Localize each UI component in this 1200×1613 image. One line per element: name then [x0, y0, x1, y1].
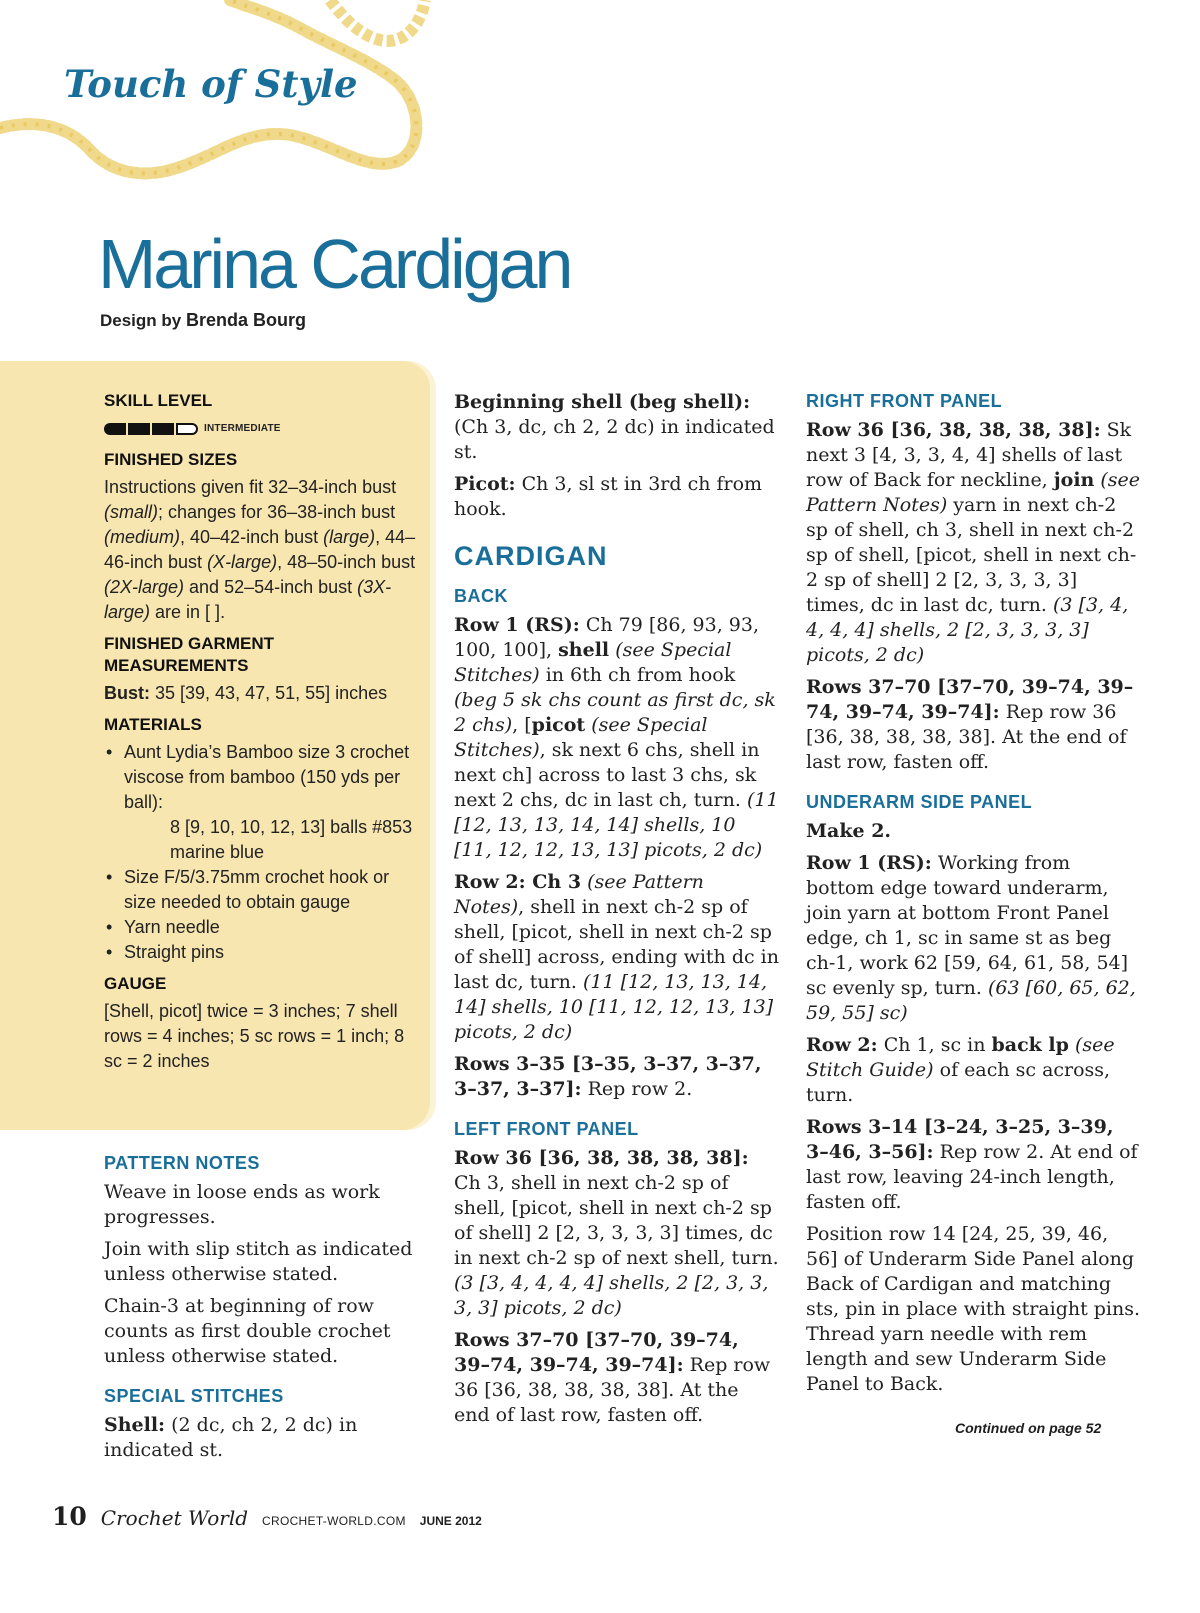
continued-note: Continued on page 52 [955, 1420, 1102, 1436]
underarm-row-1: Row 1 (RS): Working from bottom edge toward underarm, join yarn at bottom Front Panel edge, ch 1, sc in same st as beg ch-1, work 62 [59, 64, 61, 58, 54] sc evenly sp, turn. (63 [60, 65, 62, 59, 55] sc) [806, 852, 1136, 1024]
back-rows-3: Rows 3–35 [3–35, 3–37, 3–37, 3–37, 3–37]: Rep row 2. [454, 1053, 762, 1100]
gauge-text: [Shell, picot] twice = 3 inches; 7 shell rows = 4 inches; 5 sc rows = 1 inch; 8 sc = 2 inches [104, 1001, 405, 1071]
page-footer [52, 1502, 482, 1531]
skill-segment [104, 423, 126, 435]
sidebar-content [104, 390, 422, 1081]
sizes-text: Instructions given fit 32–34-inch bust (small); changes for 36–38-inch bust (medium), 40–42-inch bust (large), 44–46-inch bust (X-large), 48–50-inch bust (2X-large) and 52–54-inch bust (3X-large) are in [ ]. [104, 477, 416, 622]
materials-list [104, 740, 422, 965]
right-row-36: Row 36 [36, 38, 38, 38, 38]: Sk next 3 [4, 3, 3, 4, 4] shells of last row of Back for neckline, join (see Pattern Notes) yarn in next ch-2 sp of shell, ch 3, shell in next ch-2 sp of shell, [picot, shell in next ch-2 sp of shell] 2 [2, 3, 3, 3, 3] times, dc in last dc, turn. (3 [3, 4, 4, 4, 4] shells, 2 [2, 3, 3, 3, 3] picots, 2 dc) [806, 419, 1141, 666]
column-three [806, 390, 1141, 1404]
gauge-heading: GAUGE [104, 974, 167, 993]
pattern-title: Marina Cardigan [98, 225, 571, 303]
left-rows-37: Rows 37–70 [37–70, 39–74, 39–74, 39–74, 39–74]: Rep row 36 [36, 38, 38, 38, 38]. At the end of last row, fasten off. [454, 1329, 771, 1426]
materials-heading: MATERIALS [104, 715, 202, 734]
byline: Design by Brenda Bourg [100, 310, 306, 330]
cardigan-heading: CARDIGAN [454, 541, 608, 571]
left-row-36: Row 36 [36, 38, 38, 38, 38]: Ch 3, shell in next ch-2 sp of shell, [picot, shell in next ch-2 sp of shell] 2 [2, 3, 3, 3, 3] times, dc in next ch-2 sp of next shell, turn. (3 [3, 4, 4, 4, 4] shells, 2 [2, 3, 3, 3, 3] picots, 2 dc) [454, 1147, 779, 1319]
website: CROCHET-WORLD.COM [262, 1514, 406, 1528]
note-paragraph: Chain-3 at beginning of row counts as first double crochet unless otherwise stated. [104, 1295, 391, 1367]
note-paragraph: Weave in loose ends as work progresses. [104, 1181, 380, 1228]
issue-date: JUNE 2012 [419, 1514, 482, 1528]
magazine-name: Crochet World [100, 1506, 249, 1530]
bust-measurement: Bust: 35 [39, 43, 47, 51, 55] inches [104, 683, 388, 703]
skill-value: INTERMEDIATE [204, 423, 281, 434]
skill-level [104, 416, 422, 441]
pattern-notes-heading: PATTERN NOTES [104, 1153, 260, 1173]
yarn-amount: 8 [9, 10, 10, 12, 13] balls #853 marine blue [170, 817, 413, 862]
note-paragraph: Join with slip stitch as indicated unless otherwise stated. [104, 1238, 413, 1285]
skill-heading: SKILL LEVEL [104, 391, 213, 410]
page-number: 10 [52, 1502, 87, 1531]
stitch-beg-shell: Beginning shell (beg shell): (Ch 3, dc, ch 2, 2 dc) in indicated st. [454, 391, 775, 463]
make-count: Make 2. [806, 820, 892, 842]
skill-segment [152, 423, 174, 435]
right-rows-37: Rows 37–70 [37–70, 39–74, 39–74, 39–74, 39–74]: Rep row 36 [36, 38, 38, 38, 38]. At the end of last row, fasten off. [806, 676, 1134, 773]
designer-name: Brenda Bourg [185, 310, 306, 330]
list-item: • Yarn needle [104, 915, 422, 940]
sizes-heading: FINISHED SIZES [104, 450, 238, 469]
stitch-shell: Shell: (2 dc, ch 2, 2 dc) in indicated st. [104, 1414, 358, 1461]
list-item: • Aunt Lydia’s Bamboo size 3 crochet viscose from bamboo (150 yds per ball): 8 [9, 10, 10, 12, 13] balls #853 marine blue [104, 740, 422, 865]
list-item: • Straight pins [104, 940, 422, 965]
list-item: • Size F/5/3.75mm crochet hook or size needed to obtain gauge [104, 865, 422, 915]
right-front-heading: RIGHT FRONT PANEL [806, 391, 1003, 411]
measurements-heading: FINISHED GARMENT MEASUREMENTS [104, 634, 274, 675]
back-row-2: Row 2: Ch 3 (see Pattern Notes), shell in next ch-2 sp of shell, [picot, shell in next ch-2 sp of shell] across, ending with dc in last dc, turn. (11 [12, 13, 13, 14, 14] shells, 10 [11, 12, 12, 13, 13] picots, 2 dc) [454, 871, 779, 1043]
back-row-1: Row 1 (RS): Ch 79 [86, 93, 93, 100, 100], shell (see Special Stitches) in 6th ch from hook (beg 5 sk chs count as first dc, sk 2 chs), [picot (see Special Stitches), sk next 6 chs, shell in next ch] across to last 3 chs, sk next 2 chs, dc in last ch, turn. (11 [12, 13, 13, 14, 14] shells, 10 [11, 12, 12, 13, 13] picots, 2 dc) [454, 614, 779, 861]
special-stitches-heading: SPECIAL STITCHES [104, 1386, 284, 1406]
position-paragraph: Position row 14 [24, 25, 39, 46, 56] of Underarm Side Panel along Back of Cardigan and matching sts, pin in place with straight pins. Thread yarn needle with rem length and sew Underarm Side Panel to Back. [806, 1223, 1141, 1395]
skill-segment [128, 423, 150, 435]
back-heading: BACK [454, 586, 508, 606]
section-label: Touch of Style [64, 62, 358, 106]
left-front-heading: LEFT FRONT PANEL [454, 1119, 639, 1139]
stitch-picot: Picot: Ch 3, sl st in 3rd ch from hook. [454, 473, 763, 520]
underarm-row-2: Row 2: Ch 1, sc in back lp (see Stitch Guide) of each sc across, turn. [806, 1034, 1115, 1106]
underarm-rows-3: Rows 3–14 [3–24, 3–25, 3–39, 3–46, 3–56]: Rep row 2. At end of last row, leaving 24-inch length, fasten off. [806, 1116, 1138, 1213]
skill-meter [104, 423, 198, 435]
column-two [454, 390, 779, 1435]
pattern-notes [104, 1152, 434, 1470]
underarm-heading: UNDERARM SIDE PANEL [806, 792, 1033, 812]
skill-segment [176, 423, 198, 435]
